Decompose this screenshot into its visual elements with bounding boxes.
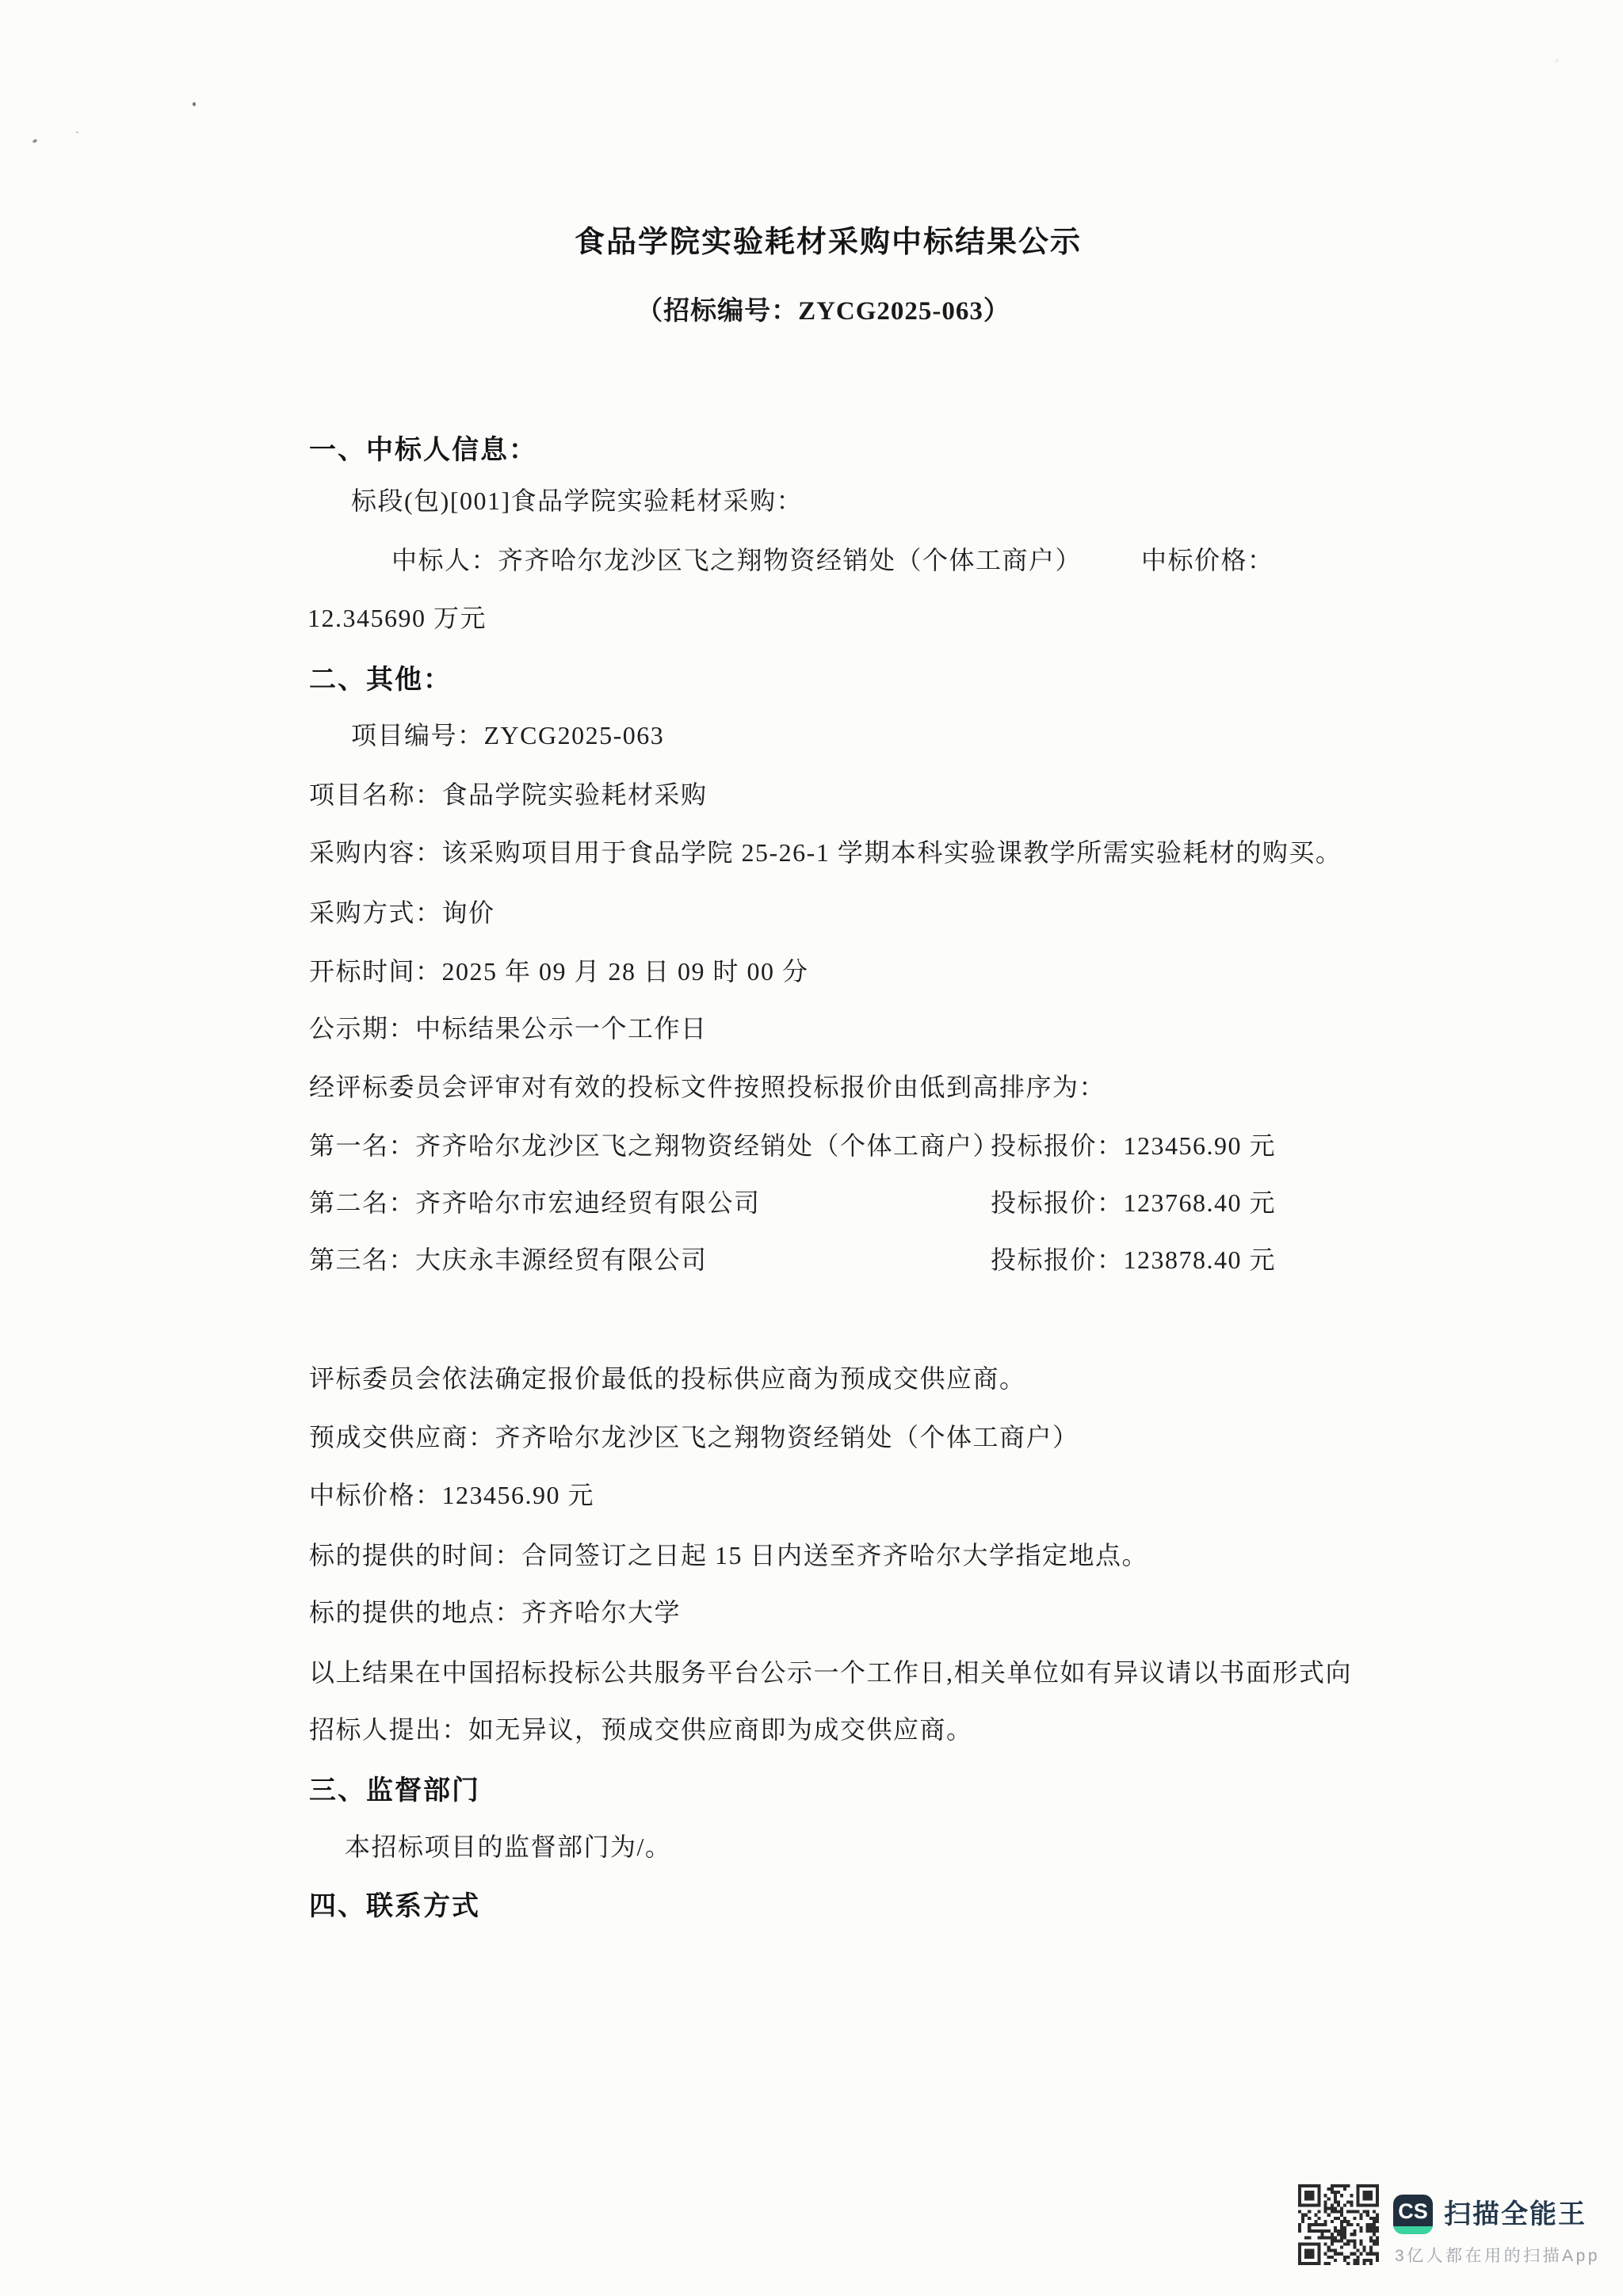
tender-number-subtitle: （招标编号：ZYCG2025-063） <box>636 297 1010 326</box>
rank-3-name: 第三名：大庆永丰源经贸有限公司 <box>309 1245 708 1274</box>
rank-1-name: 第一名：齐齐哈尔龙沙区飞之翔物资经销处（个体工商户） <box>309 1131 1000 1160</box>
procurement-method-line: 采购方式：询价 <box>309 898 495 927</box>
section1-heading: 一、中标人信息： <box>309 436 537 465</box>
rank-row-3 <box>0 1240 1623 1278</box>
camscanner-logo-icon <box>1393 2195 1433 2234</box>
section3-heading: 三、监督部门 <box>309 1776 480 1806</box>
scan-speck <box>32 139 37 143</box>
bid-opening-time-line: 开标时间：2025 年 09 月 28 日 09 时 00 分 <box>309 957 809 986</box>
qr-code <box>1298 2184 1379 2265</box>
section2-heading: 二、其他： <box>309 666 452 695</box>
project-name-line: 项目名称：食品学院实验耗材采购 <box>309 780 708 809</box>
rank-3-price: 投标报价：123878.40 元 <box>991 1245 1277 1274</box>
publicity-period-line: 公示期：中标结果公示一个工作日 <box>309 1014 708 1043</box>
award-rule-line: 评标委员会依法确定报价最低的投标供应商为预成交供应商。 <box>309 1364 1026 1393</box>
camscanner-tagline: 3亿人都在用的扫描App <box>1395 2247 1601 2265</box>
delivery-time-line: 标的提供的时间：合同签订之日起 15 日内送至齐齐哈尔大学指定地点。 <box>309 1541 1149 1569</box>
winner-name: 中标人：齐齐哈尔龙沙区飞之翔物资经销处（个体工商户） <box>391 546 1083 574</box>
award-price-line: 中标价格：123456.90 元 <box>309 1481 595 1509</box>
document-title: 食品学院实验耗材采购中标结果公示 <box>574 226 1082 259</box>
scan-speck <box>193 102 196 106</box>
lot-line: 标段(包)[001]食品学院实验耗材采购： <box>351 486 804 515</box>
section4-heading: 四、联系方式 <box>309 1892 480 1921</box>
camscanner-logo-text: CS <box>1398 2199 1428 2223</box>
project-number-line: 项目编号：ZYCG2025-063 <box>351 721 665 749</box>
rank-1-price: 投标报价：123456.90 元 <box>991 1131 1277 1160</box>
rank-row-2 <box>0 1183 1623 1221</box>
notice-line-1: 以上结果在中国招标投标公共服务平台公示一个工作日,相关单位如有异议请以书面形式向 <box>309 1658 1353 1687</box>
supervision-body-line: 本招标项目的监督部门为/。 <box>345 1833 672 1861</box>
notice-line-2: 招标人提出：如无异议，预成交供应商即为成交供应商。 <box>309 1715 973 1744</box>
scan-speck <box>1555 59 1559 63</box>
winner-line <box>0 540 1623 578</box>
scan-speck <box>76 132 78 133</box>
ranking-intro-line: 经评标委员会评审对有效的投标文件按照投标报价由低到高排序为： <box>309 1073 1106 1101</box>
winner-price-value: 12.345690 万元 <box>307 604 487 632</box>
rank-2-name: 第二名：齐齐哈尔市宏迪经贸有限公司 <box>309 1188 761 1217</box>
rank-row-1 <box>0 1126 1623 1164</box>
camscanner-app-name: 扫描全能王 <box>1444 2199 1587 2229</box>
procurement-content-line: 采购内容：该采购项目用于食品学院 25-26-1 学期本科实验课教学所需实验耗材的购买。 <box>309 838 1342 867</box>
pre-award-supplier-line: 预成交供应商：齐齐哈尔龙沙区飞之翔物资经销处（个体工商户） <box>309 1423 1079 1451</box>
rank-2-price: 投标报价：123768.40 元 <box>991 1188 1277 1217</box>
winner-price-label: 中标价格： <box>1141 546 1274 574</box>
delivery-place-line: 标的提供的地点：齐齐哈尔大学 <box>309 1598 682 1627</box>
